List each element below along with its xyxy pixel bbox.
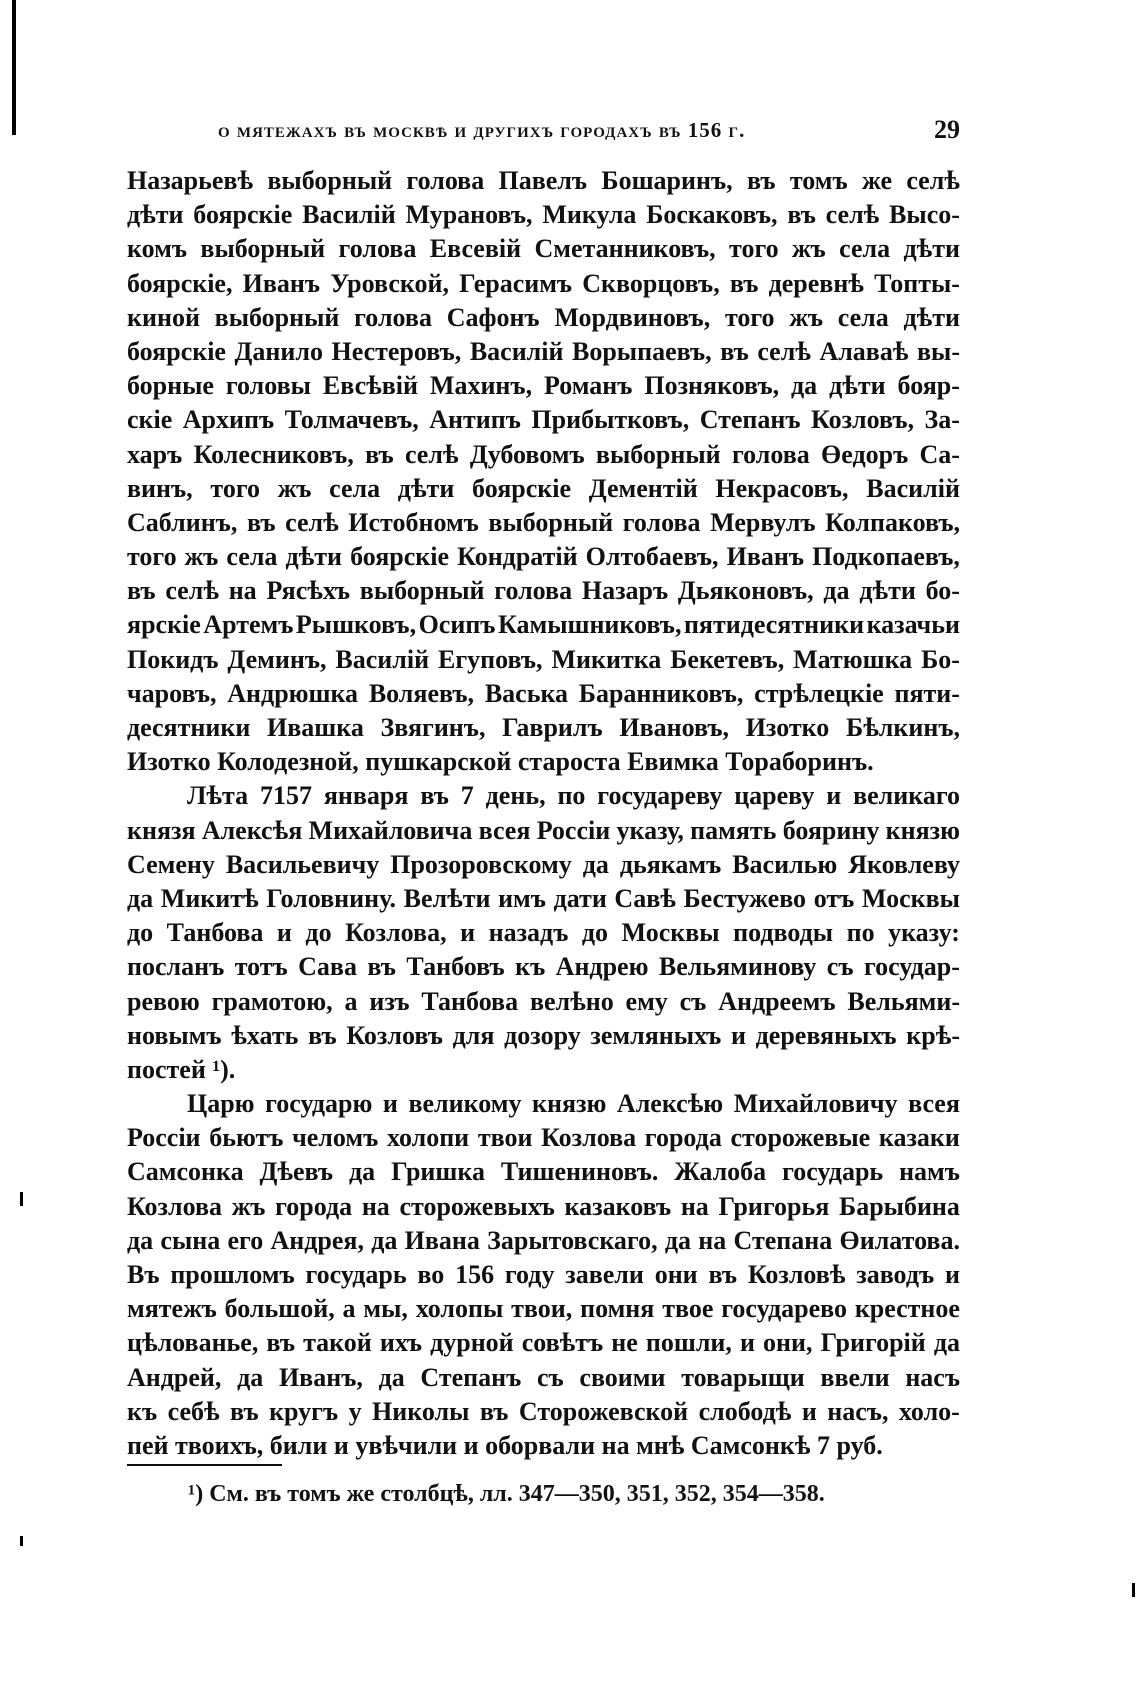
- text-line: харъ Колесниковъ, въ селѣ Дубовомъ выборный голова Өедоръ Са-: [127, 439, 960, 469]
- scan-margin-mark: [20, 1536, 23, 1546]
- text-line: Назарьевѣ выборный голова Павелъ Бошаринъ, въ томъ же селѣ: [127, 166, 960, 195]
- text-line: да Микитѣ Головнину. Велѣти имъ дати Савѣ Бестужево отъ Москвы: [127, 883, 960, 913]
- text-line: до Танбова и до Козлова, и назадъ до Москвы подводы по указу:: [127, 918, 960, 948]
- text-line: киной выборный голова Сафонъ Мордвиновъ, того жъ села дѣти: [127, 302, 960, 332]
- running-title: о мятежахъ въ москвѣ и другихъ городахъ въ 156 г.: [218, 118, 746, 142]
- text-line: Покидъ Деминъ, Василій Егуповъ, Микитка Бекетевъ, Матюшка Бо-: [127, 644, 960, 674]
- text-line: къ себѣ въ кругъ у Николы въ Сторожевской слободѣ и насъ, холо-: [127, 1396, 960, 1426]
- text-line: боярскіе Данило Нестеровъ, Василій Ворыпаевъ, въ селѣ Алавaѣ вы-: [127, 336, 960, 366]
- text-line: Андрей, да Иванъ, да Степанъ съ своими товарыщи ввели насъ: [127, 1362, 960, 1392]
- text-line: дѣти боярскіе Василій Мурановъ, Микула Боскаковъ, въ селѣ Высо-: [127, 200, 960, 230]
- text-line: Россіи бьютъ челомъ холопи твои Козлова города сторожевые казаки: [127, 1123, 960, 1153]
- page-number: 29: [934, 115, 960, 144]
- text-line: князя Алексѣя Михайловича всея Россіи указу, память боярину князю: [127, 815, 960, 845]
- text-line: ярскіе Артемъ Рышковъ, Осипъ Камышниковъ, пятидесятники казачьи: [127, 610, 960, 640]
- text-line: да сына его Андрея, да Ивана Зарытовскаго, да на Степана Өилатова.: [127, 1225, 960, 1255]
- footnote: ¹) См. въ томъ же столбцѣ, лл. 347—350, 351, 352, 354—358.: [188, 1481, 825, 1507]
- text-line: мятежъ большой, а мы, холопы твои, помня твое государево крестное: [127, 1294, 960, 1324]
- text-line: цѣлованье, въ такой ихъ дурной совѣтъ не пошли, и они, Григорій да: [127, 1328, 960, 1358]
- text-line: десятники Ивашка Звягинъ, Гаврилъ Ивановъ, Изотко Бѣлкинъ,: [127, 713, 960, 742]
- text-line: Саблинъ, въ селѣ Истобномъ выборный голова Мервулъ Колпаковъ,: [127, 507, 960, 537]
- text-line: Въ прошломъ государь во 156 году завели они въ Козловѣ заводъ и: [127, 1260, 960, 1289]
- text-line: Козлова жъ города на сторожевыхъ казаковъ на Григорья Барыбина: [127, 1191, 960, 1221]
- text-line: чаровъ, Андрюшка Воляевъ, Васька Баранниковъ, стрѣлецкіе пяти-: [127, 678, 960, 708]
- text-line: боярскіе, Иванъ Уровской, Герасимъ Скворцовъ, въ деревнѣ Топты-: [127, 268, 960, 298]
- text-line: Царю государю и великому князю Алексѣю Михайловичу всея: [187, 1089, 960, 1119]
- text-line: ревою грамотою, а изъ Танбова велѣно ему съ Андреемъ Вельями-: [127, 986, 960, 1016]
- text-line: Самсонка Дѣевъ да Гришка Тишениновъ. Жалоба государь намъ: [127, 1157, 960, 1187]
- text-line: скіе Архипъ Толмачевъ, Антипъ Прибытковъ, Степанъ Козловъ, За-: [127, 405, 960, 435]
- text-line: комъ выборный голова Евсевій Сметанниковъ, того жъ села дѣти: [127, 234, 960, 264]
- text-line: пей твоихъ, били и увѣчили и оборвали на мнѣ Самсонкѣ 7 руб.: [127, 1430, 883, 1460]
- text-line: того жъ села дѣти боярскіе Кондратій Олтобаевъ, Иванъ Подкопаевъ,: [127, 542, 960, 572]
- text-line: винъ, того жъ села дѣти боярскіе Дементій Некрасовъ, Василій: [127, 473, 960, 503]
- page-header: [218, 115, 960, 150]
- text-line: постей ¹).: [127, 1054, 236, 1084]
- footnote-divider: [127, 1464, 282, 1466]
- binding-edge-line: [12, 0, 16, 135]
- body-text: [127, 164, 960, 1463]
- scan-margin-mark: [1132, 1583, 1135, 1597]
- text-line: Лѣта 7157 января въ 7 день, по государеву цареву и великаго: [187, 781, 960, 811]
- text-line: новымъ ѣхать въ Козловъ для дозору земляныхъ и деревяныхъ крѣ-: [127, 1020, 960, 1050]
- text-line: Изотко Колодезной, пушкарской староста Евимка Тораборинъ.: [127, 747, 874, 777]
- scan-margin-mark: [20, 1192, 23, 1206]
- text-line: въ селѣ на Рясѣхъ выборный голова Назаръ Дьяконовъ, да дѣти бо-: [127, 576, 960, 606]
- text-line: борные головы Евсѣвій Махинъ, Романъ Позняковъ, да дѣти бояр-: [127, 371, 960, 401]
- text-line: Семену Васильевичу Прозоровскому да дьякамъ Василью Яковлеву: [127, 849, 960, 879]
- text-line: посланъ тотъ Сава въ Танбовъ къ Андрею Вельяминову съ государ-: [127, 952, 960, 982]
